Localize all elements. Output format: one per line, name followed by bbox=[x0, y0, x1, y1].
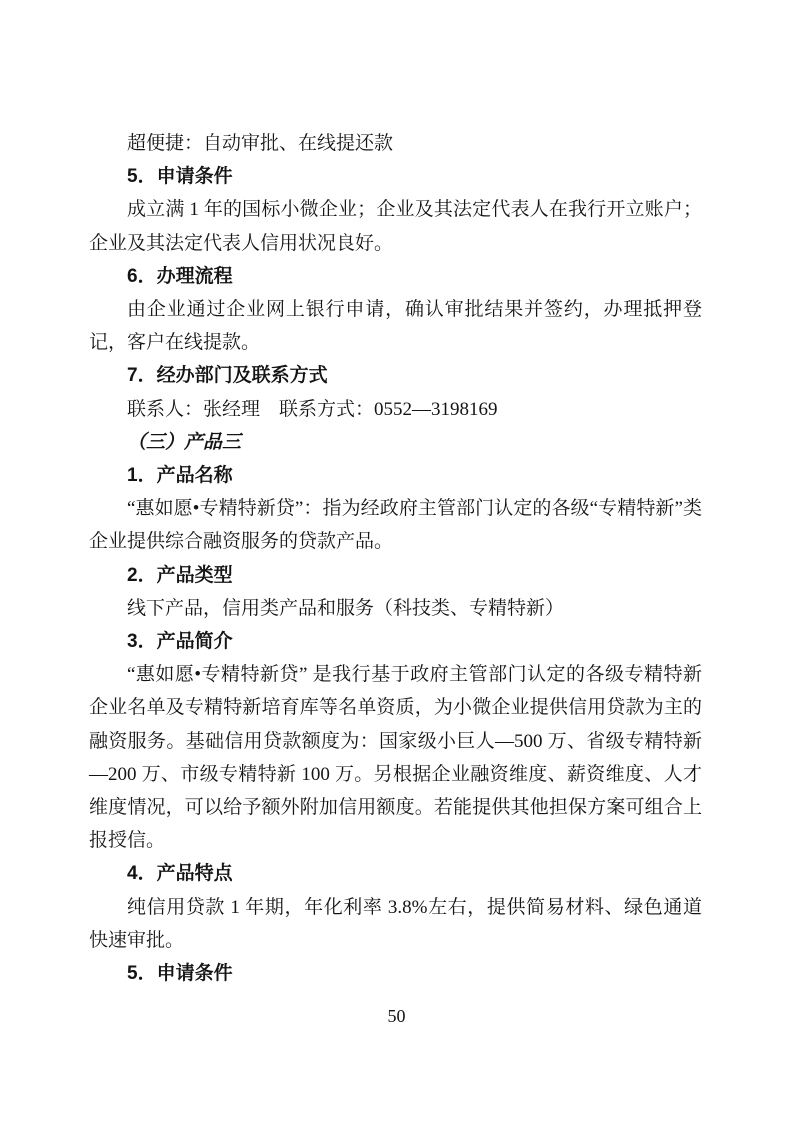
numbered-heading: 6．办理流程 bbox=[127, 265, 233, 287]
page-footer bbox=[0, 1004, 793, 1028]
numbered-heading: 1．产品名称 bbox=[127, 465, 233, 487]
numbered-heading: 3．产品简介 bbox=[127, 631, 233, 653]
paragraph: 纯信用贷款 1 年期，年化利率 3.8%左右，提供简易材料、绿色通道快速审批。 bbox=[89, 896, 702, 951]
numbered-heading: 7．经办部门及联系方式 bbox=[127, 365, 328, 387]
numbered-heading: 5．申请条件 bbox=[127, 166, 233, 188]
paragraph: “惠如愿•专精特新贷” 是我行基于政府主管部门认定的各级专精特新企业名单及专精特新培育库等名单资质，为小微企业提供信用贷款为主的融资服务。基础信用贷款额度为：国家级小巨人—500 万、省级专精特新—200 万、市级专精特新 100 万。另根据企业融资维度、薪资维度、人才维度情况，可以给予额外附加信用额度。若能提供其他担保方案可组合上报授信。 bbox=[89, 664, 702, 852]
contact-line: 联系人：张经理 联系方式：0552—3198169 bbox=[127, 398, 498, 420]
paragraph: 成立满 1 年的国标小微企业；企业及其法定代表人在我行开立账户；企业及其法定代表人信用状况良好。 bbox=[89, 199, 702, 254]
paragraph: 线下产品，信用类产品和服务（科技类、专精特新） bbox=[127, 597, 565, 619]
section-heading: （三）产品三 bbox=[127, 431, 242, 453]
paragraph: 超便捷：自动审批、在线提还款 bbox=[127, 133, 394, 154]
numbered-heading: 2．产品类型 bbox=[127, 564, 233, 586]
paragraph: “惠如愿•专精特新贷”：指为经政府主管部门认定的各级“专精特新”类企业提供综合融资服务的贷款产品。 bbox=[89, 498, 702, 553]
numbered-heading: 5．申请条件 bbox=[127, 963, 233, 985]
numbered-heading: 4．产品特点 bbox=[127, 863, 233, 885]
page-number: 50 bbox=[387, 1006, 406, 1026]
page-content bbox=[89, 127, 702, 990]
paragraph: 由企业通过企业网上银行申请，确认审批结果并签约，办理抵押登记，客户在线提款。 bbox=[89, 299, 702, 354]
